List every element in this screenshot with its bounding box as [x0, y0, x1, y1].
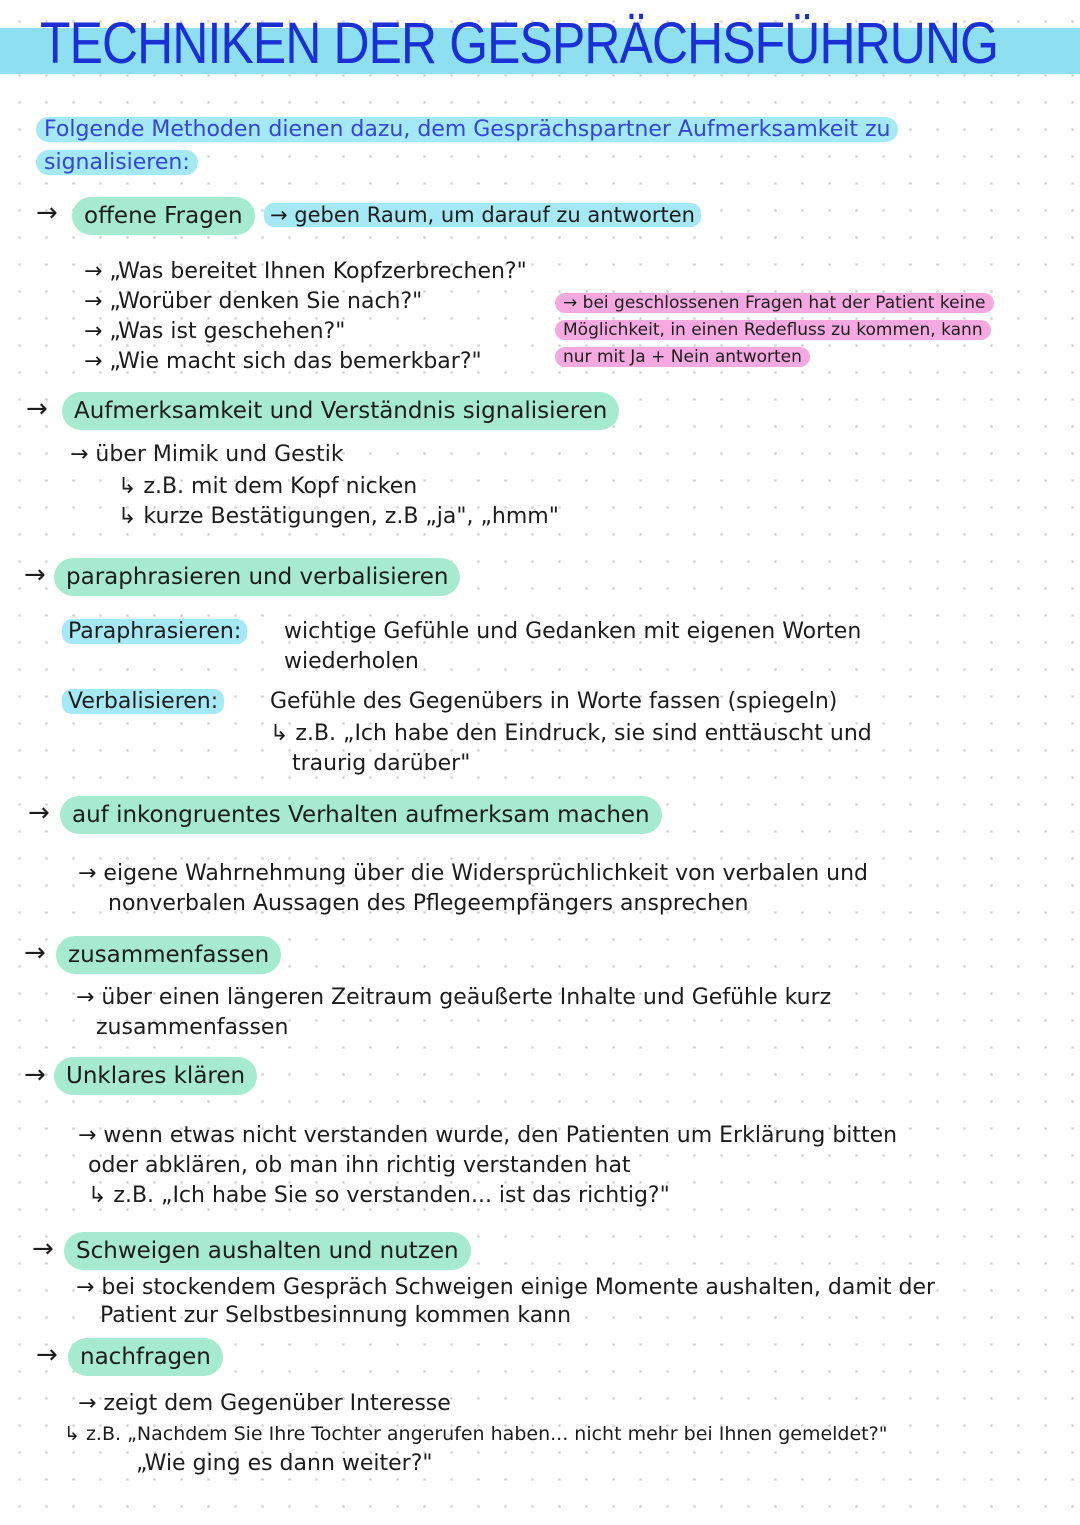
- arrow-icon: →: [24, 560, 46, 590]
- example-question: → „Was bereitet Ihnen Kopfzerbrechen?": [84, 259, 527, 284]
- paraphrasieren-label-highlight: Paraphrasieren:: [62, 619, 247, 644]
- aufmerksamkeit-line: → über Mimik und Gestik: [70, 442, 344, 467]
- nachfragen-example: „Wie ging es dann weiter?": [136, 1451, 433, 1476]
- example-question: → „Wie macht sich das bemerkbar?": [84, 349, 482, 374]
- unklares-example: ↳ z.B. „Ich habe Sie so verstanden... ist das richtig?": [88, 1183, 670, 1208]
- schweigen-text: → bei stockendem Gespräch Schweigen einige Momente aushalten, damit der: [76, 1275, 936, 1300]
- zusammenfassen-text: zusammenfassen: [96, 1015, 289, 1040]
- verbalisieren-label: [62, 688, 224, 716]
- verbalisieren-example: traurig darüber": [292, 751, 471, 776]
- intro-highlight: Folgende Methoden dienen dazu, dem Gesprächspartner Aufmerksamkeit zu signalisieren:: [36, 117, 898, 175]
- offene-fragen-note: [264, 201, 701, 229]
- heading-schweigen: Schweigen aushalten und nutzen: [64, 1232, 471, 1270]
- example-question: → „Worüber denken Sie nach?": [84, 289, 423, 314]
- example-question: → „Was ist geschehen?": [84, 319, 346, 344]
- inkongruent-text: nonverbalen Aussagen des Pflegeempfängers ansprechen: [108, 891, 749, 916]
- schweigen-text: Patient zur Selbstbesinnung kommen kann: [100, 1303, 572, 1328]
- nachfragen-text: → zeigt dem Gegenüber Interesse: [78, 1391, 451, 1416]
- arrow-icon: →: [24, 1060, 46, 1090]
- verbalisieren-text: Gefühle des Gegenübers in Worte fassen (spiegeln): [270, 689, 838, 714]
- paraphrasieren-text: wiederholen: [284, 649, 419, 674]
- heading-unklares: Unklares klären: [54, 1057, 257, 1095]
- offene-fragen-note-highlight: → geben Raum, um darauf zu antworten: [264, 203, 701, 227]
- heading-paraphrasieren: paraphrasieren und verbalisieren: [54, 558, 460, 596]
- aufmerksamkeit-sub: ↳ z.B. mit dem Kopf nicken: [118, 474, 418, 499]
- arrow-icon: →: [28, 798, 50, 828]
- paraphrasieren-label: [62, 618, 247, 646]
- arrow-icon: →: [24, 938, 46, 968]
- inkongruent-text: → eigene Wahrnehmung über die Widersprüchlichkeit von verbalen und: [78, 861, 869, 886]
- arrow-icon: →: [36, 1340, 58, 1370]
- verbalisieren-label-highlight: Verbalisieren:: [62, 689, 224, 714]
- unklares-text: → wenn etwas nicht verstanden wurde, den Patienten um Erklärung bitten: [78, 1123, 898, 1148]
- verbalisieren-example: ↳ z.B. „Ich habe den Eindruck, sie sind enttäuscht und: [270, 721, 872, 746]
- heading-inkongruent: auf inkongruentes Verhalten aufmerksam machen: [60, 796, 662, 834]
- aufmerksamkeit-sub: ↳ kurze Bestätigungen, z.B „ja", „hmm": [118, 504, 559, 529]
- unklares-text: oder abklären, ob man ihn richtig verstanden hat: [88, 1153, 631, 1178]
- paraphrasieren-text: wichtige Gefühle und Gedanken mit eigenen Worten: [284, 619, 862, 644]
- closed-questions-note: [555, 290, 995, 371]
- intro-text: [36, 113, 956, 179]
- closed-questions-note-highlight: → bei geschlossenen Fragen hat der Patient keine Möglichkeit, in einen Redefluss zu kommen, kann nur mit Ja + Nein antworten: [555, 293, 994, 367]
- nachfragen-example: ↳ z.B. „Nachdem Sie Ihre Tochter angerufen haben... nicht mehr bei Ihnen gemeldet?": [64, 1423, 888, 1445]
- heading-zusammenfassen: zusammenfassen: [56, 936, 281, 974]
- arrow-icon: →: [32, 1234, 54, 1264]
- arrow-icon: →: [36, 198, 58, 228]
- heading-aufmerksamkeit: Aufmerksamkeit und Verständnis signalisieren: [62, 392, 619, 430]
- zusammenfassen-text: → über einen längeren Zeitraum geäußerte Inhalte und Gefühle kurz: [76, 985, 832, 1010]
- page-title: TECHNIKEN DER GESPRÄCHSFÜHRUNG: [40, 11, 999, 76]
- arrow-icon: →: [26, 394, 48, 424]
- heading-offene-fragen: offene Fragen: [72, 197, 255, 235]
- heading-nachfragen: nachfragen: [68, 1338, 223, 1376]
